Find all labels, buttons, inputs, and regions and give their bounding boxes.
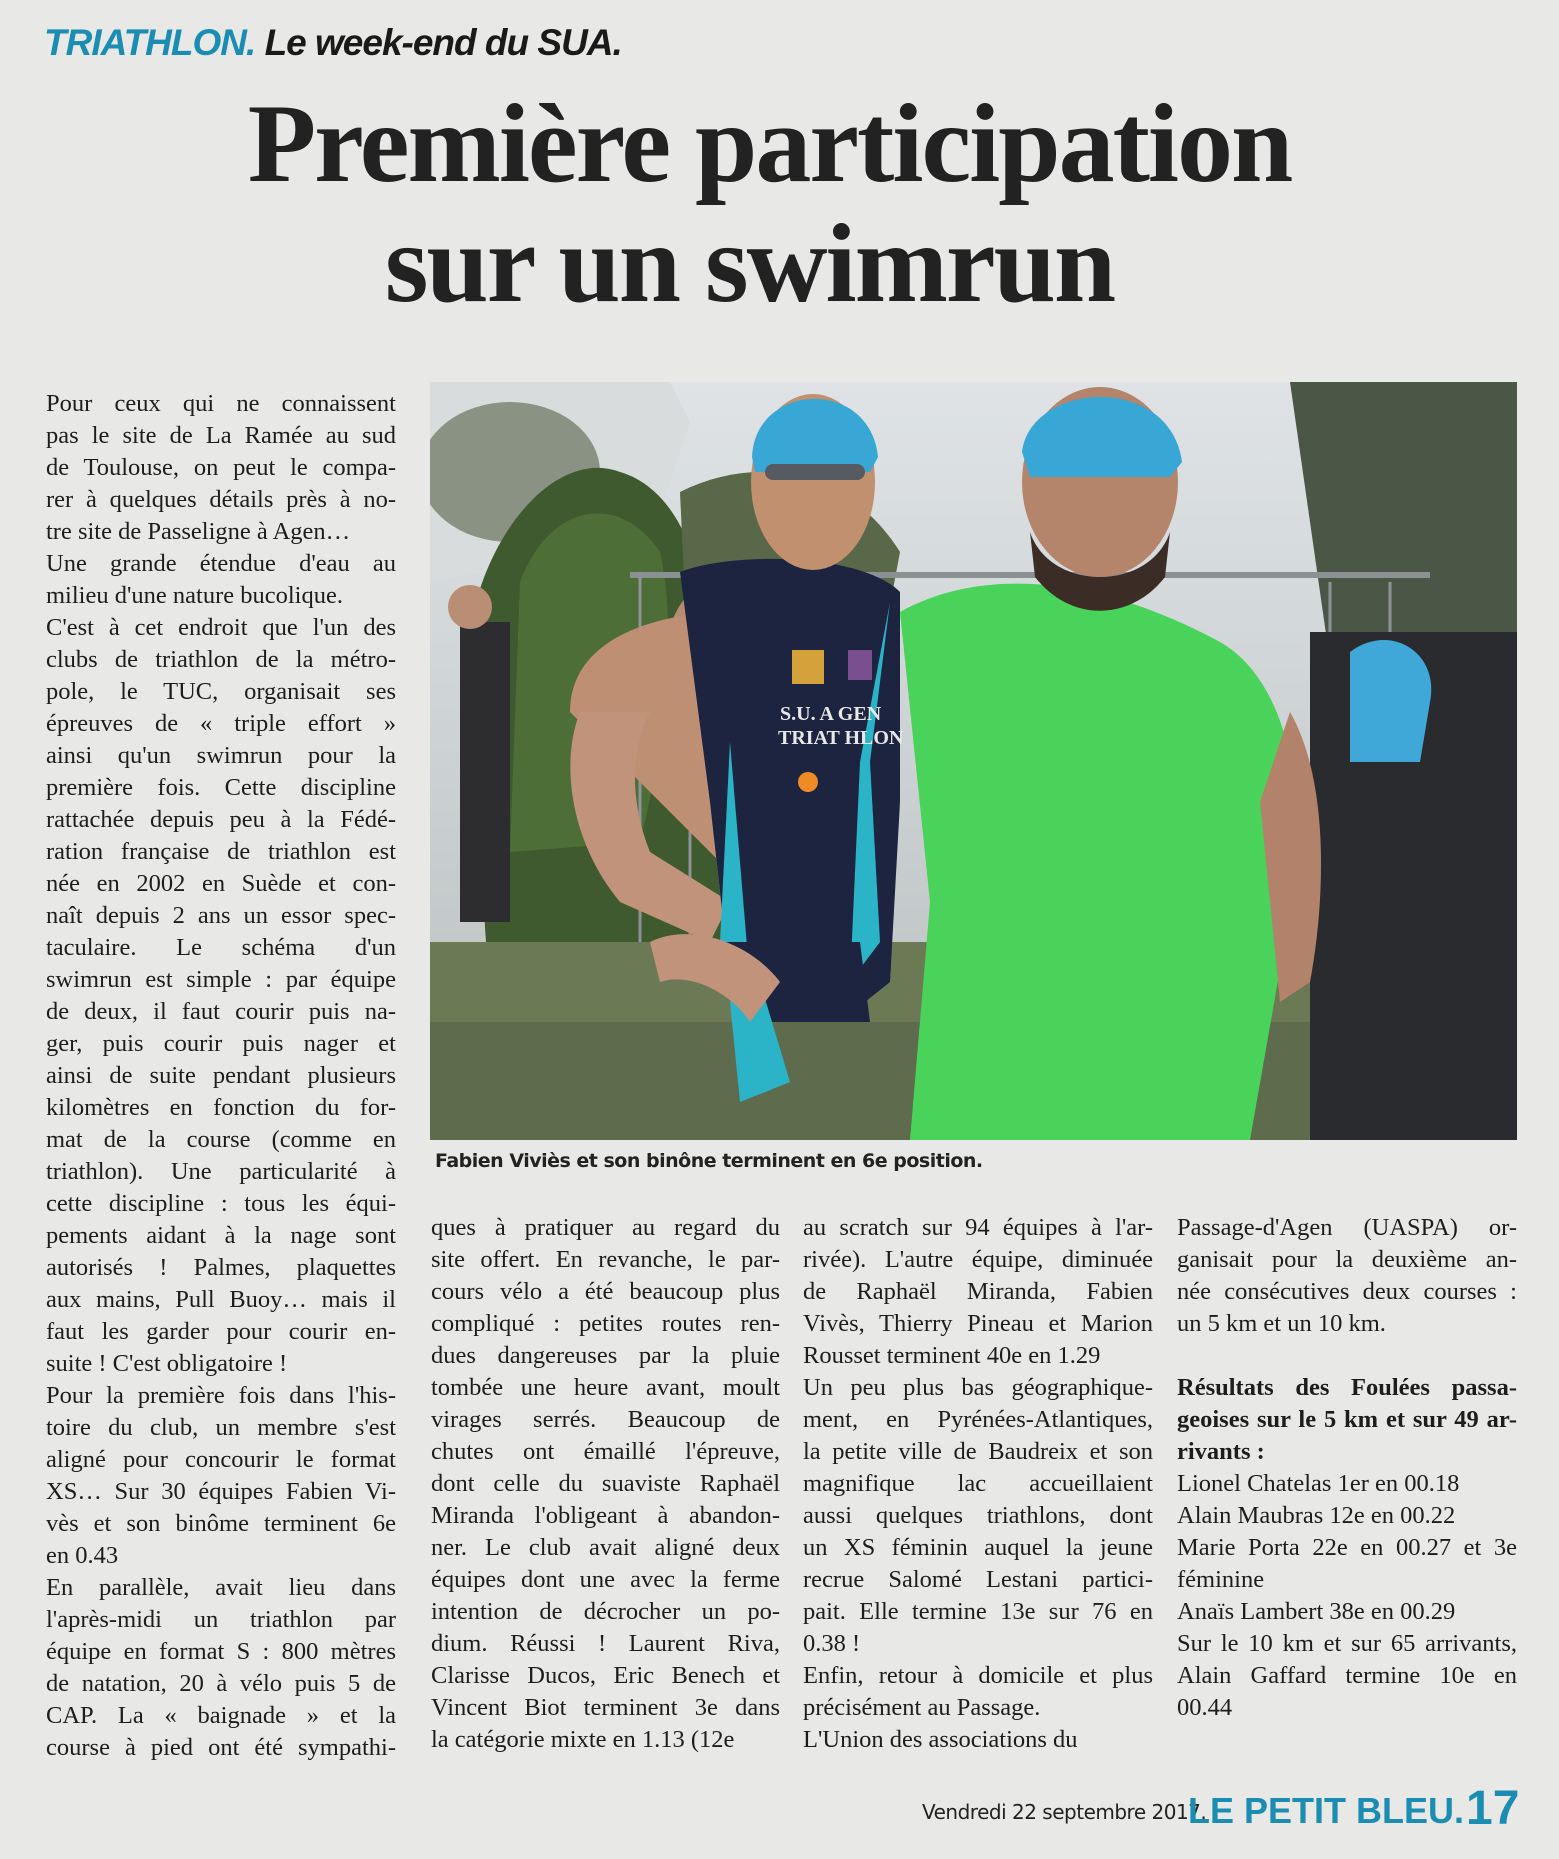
text-line: de natation, 20 à vélo puis 5 de xyxy=(46,1670,396,1697)
text-line: Pour ceux qui ne connaissent xyxy=(46,390,396,417)
jersey-text-2: TRIAT HLON xyxy=(778,727,904,749)
text-line: 0.38 ! xyxy=(803,1630,861,1657)
article-kicker xyxy=(44,22,622,64)
text-line: intention de décrocher un po- xyxy=(431,1598,780,1625)
text-line: ganisait pour la deuxième an- xyxy=(1177,1246,1517,1273)
text-line: CAP. La « baignade » et la xyxy=(46,1702,396,1729)
text-line: ner. Le club avait aligné deux xyxy=(431,1534,780,1561)
text-line xyxy=(1177,1340,1517,1372)
text-line: de Toulouse, on peut le compa- xyxy=(46,454,396,481)
text-line: Lionel Chatelas 1er en 00.18 xyxy=(1177,1470,1460,1497)
text-line: course à pied ont été sympathi- xyxy=(46,1734,396,1761)
newspaper-name: LE PETIT BLEU. xyxy=(1188,1790,1465,1831)
text-line: équipe en format S : 800 mètres xyxy=(46,1638,396,1665)
text-line: chutes ont émaillé l'épreuve, xyxy=(431,1438,780,1465)
issue-date: Vendredi 22 septembre 2017. xyxy=(922,1800,1207,1824)
text-line: au scratch sur 94 équipes à l'ar- xyxy=(803,1214,1153,1241)
text-line: Pour la première fois dans l'his- xyxy=(46,1382,396,1409)
text-line: clubs de triathlon de la métro- xyxy=(46,646,396,673)
text-line: Passage-d'Agen (UASPA) or- xyxy=(1177,1214,1517,1241)
text-line: Une grande étendue d'eau au xyxy=(46,550,396,577)
text-line: Un peu plus bas géographique- xyxy=(803,1374,1153,1401)
article-column-2 xyxy=(431,1212,780,1756)
text-line: recrue Salomé Lestani partici- xyxy=(803,1566,1153,1593)
text-line: féminine xyxy=(1177,1566,1265,1593)
text-line: L'Union des associations du xyxy=(803,1726,1078,1753)
text-line: aux mains, Pull Buoy… mais il xyxy=(46,1286,396,1313)
text-line: ainsi de suite pendant plusieurs xyxy=(46,1062,396,1089)
text-line: virages serrés. Beaucoup de xyxy=(431,1406,780,1433)
text-line: ger, puis courir puis nager et xyxy=(46,1030,396,1057)
text-line: ques à pratiquer au regard du xyxy=(431,1214,780,1241)
text-line: vès et son binôme terminent 6e xyxy=(46,1510,396,1537)
text-line: l'après-midi un triathlon par xyxy=(46,1606,396,1633)
text-line: un XS féminin auquel la jeune xyxy=(803,1534,1153,1561)
text-line: rer à quelques détails près à no- xyxy=(46,486,396,513)
text-line: geoises sur le 5 km et sur 49 ar- xyxy=(1177,1406,1517,1433)
photo-two-athletes xyxy=(430,382,1517,1140)
text-line: précisément au Passage. xyxy=(803,1694,1041,1721)
text-line: Alain Gaffard termine 10e en xyxy=(1177,1662,1517,1689)
kicker-subtitle: Le week-end du SUA. xyxy=(264,22,622,63)
text-line: Clarisse Ducos, Eric Benech et xyxy=(431,1662,780,1689)
text-line: la catégorie mixte en 1.13 (12e xyxy=(431,1726,735,1753)
article-column-1 xyxy=(46,388,396,1764)
headline-line-1: Première participation xyxy=(247,82,1292,206)
text-line: pait. Elle termine 13e sur 76 en xyxy=(803,1598,1153,1625)
text-line: rivée). L'autre équipe, diminuée xyxy=(803,1246,1153,1273)
text-line: dont celle du suaviste Raphaël xyxy=(431,1470,780,1497)
text-line: rattachée depuis peu à la Fédé- xyxy=(46,806,396,833)
text-line: kilomètres en fonction du for- xyxy=(46,1094,396,1121)
text-line: C'est à cet endroit que l'un des xyxy=(46,614,396,641)
text-line: mat de la course (comme en xyxy=(46,1126,396,1153)
text-line: pole, le TUC, organisait ses xyxy=(46,678,396,705)
text-line: tre site de Passeligne à Agen… xyxy=(46,518,351,545)
text-line: XS… Sur 30 équipes Fabien Vi- xyxy=(46,1478,396,1505)
text-line: taculaire. Le schéma d'un xyxy=(46,934,396,961)
headline-line-2: sur un swimrun xyxy=(384,202,1115,326)
article-column-4 xyxy=(1177,1212,1517,1724)
text-line: Vincent Biot terminent 3e dans xyxy=(431,1694,780,1721)
jersey-text-1: S.U. A GEN xyxy=(780,703,882,725)
text-line: En parallèle, avait lieu dans xyxy=(46,1574,396,1601)
page-number: 17 xyxy=(1466,1782,1520,1835)
text-line: faut les garder pour courir en- xyxy=(46,1318,396,1345)
rubric-label: TRIATHLON. xyxy=(44,22,256,63)
text-line: cette discipline : tous les équi- xyxy=(46,1190,396,1217)
text-line: magnifique lac accueillaient xyxy=(803,1470,1153,1497)
text-line: aussi quelques triathlons, dont xyxy=(803,1502,1153,1529)
text-line: site offert. En revanche, le par- xyxy=(431,1246,780,1273)
text-line: ration française de triathlon est xyxy=(46,838,396,865)
text-line: Résultats des Foulées passa- xyxy=(1177,1374,1517,1401)
text-line: Vivès, Thierry Pineau et Marion xyxy=(803,1310,1153,1337)
text-line: Sur le 10 km et sur 65 arrivants, xyxy=(1177,1630,1517,1657)
text-line: suite ! C'est obligatoire ! xyxy=(46,1350,288,1377)
text-line: rivants : xyxy=(1177,1438,1265,1465)
text-line: Alain Maubras 12e en 00.22 xyxy=(1177,1502,1456,1529)
text-line: ainsi qu'un swimrun pour la xyxy=(46,742,396,769)
text-line: première fois. Cette discipline xyxy=(46,774,396,801)
text-line: aligné pour concourir le format xyxy=(46,1446,396,1473)
text-line: triathlon). Une particularité à xyxy=(46,1158,396,1185)
text-line: Anaïs Lambert 38e en 00.29 xyxy=(1177,1598,1456,1625)
text-line: cours vélo a été beaucoup plus xyxy=(431,1278,780,1305)
text-line: milieu d'une nature bucolique. xyxy=(46,582,343,609)
text-line: toire du club, un membre s'est xyxy=(46,1414,396,1441)
text-line: compliqué : petites routes ren- xyxy=(431,1310,780,1337)
text-line: Marie Porta 22e en 00.27 et 3e xyxy=(1177,1534,1517,1561)
text-line: pas le site de La Ramée au sud xyxy=(46,422,396,449)
text-line: Rousset terminent 40e en 1.29 xyxy=(803,1342,1101,1369)
text-line: autorisés ! Palmes, plaquettes xyxy=(46,1254,396,1281)
text-line: dium. Réussi ! Laurent Riva, xyxy=(431,1630,780,1657)
text-line: Miranda l'obligeant à abandon- xyxy=(431,1502,780,1529)
article-photo xyxy=(430,382,1517,1140)
text-line: Enfin, retour à domicile et plus xyxy=(803,1662,1153,1689)
text-line: de deux, il faut courir puis na- xyxy=(46,998,396,1025)
text-line: 00.44 xyxy=(1177,1694,1233,1721)
photo-caption: Fabien Viviès et son binône terminent en 6e position. xyxy=(435,1150,983,1172)
text-line: tombée une heure avant, moult xyxy=(431,1374,780,1401)
article-column-3 xyxy=(803,1212,1153,1756)
text-line: en 0.43 xyxy=(46,1542,119,1569)
text-line: épreuves de « triple effort » xyxy=(46,710,396,737)
text-line: de Raphaël Miranda, Fabien xyxy=(803,1278,1153,1305)
text-line: naît depuis 2 ans un essor spec- xyxy=(46,902,396,929)
text-line: née en 2002 en Suède et con- xyxy=(46,870,396,897)
text-line: dues dangereuses par la pluie xyxy=(431,1342,780,1369)
text-line: ment, en Pyrénées-Atlantiques, xyxy=(803,1406,1153,1433)
text-line: pements aidant à la nage sont xyxy=(46,1222,396,1249)
text-line: la petite ville de Baudreix et son xyxy=(803,1438,1153,1465)
text-line: un 5 km et un 10 km. xyxy=(1177,1310,1386,1337)
text-line: née consécutives deux courses : xyxy=(1177,1278,1517,1305)
text-line: équipes dont une avec la ferme xyxy=(431,1566,780,1593)
text-line: swimrun est simple : par équipe xyxy=(46,966,396,993)
